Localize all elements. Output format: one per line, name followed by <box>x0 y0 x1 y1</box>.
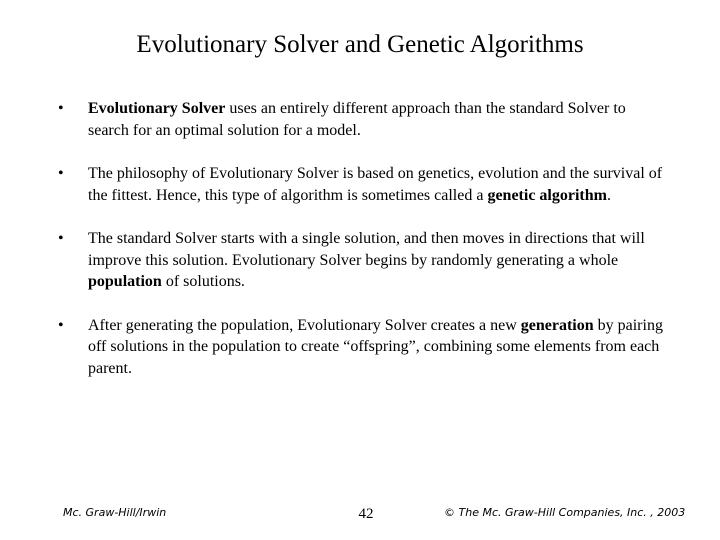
bullet-bold-term: genetic algorithm <box>487 186 607 204</box>
bullet-dot-icon: • <box>58 165 64 182</box>
bullet-bold-term: generation <box>520 316 594 334</box>
footer-publisher: Mc. Graw-Hill/Irwin <box>63 506 167 519</box>
bullet-item <box>58 98 668 141</box>
bullet-text-end: by pairing off solutions in the population to create “offspring”, combining some elements from each parent. <box>88 316 663 377</box>
bullet-text-end: . <box>606 186 611 204</box>
bullet-item <box>58 163 668 206</box>
bullet-text: After generating the population, Evolutionary Solver creates a new <box>88 316 521 334</box>
bullet-bold-term: Evolutionary Solver <box>88 100 226 117</box>
bullet-text: The standard Solver starts with a single solution, and then moves in directions that will improve this solution. Evolutionary Solver begins by randomly generating a whole <box>88 230 645 269</box>
bullet-text: uses an entirely different approach than the standard Solver to search for an optimal solution for a model. <box>88 100 626 139</box>
bullet-list <box>58 98 668 379</box>
slide-title: Evolutionary Solver and Genetic Algorithms <box>136 31 584 58</box>
bullet-item <box>58 228 668 293</box>
bullet-bold-term: population <box>88 273 162 290</box>
bullet-text: The philosophy of Evolutionary Solver is based on genetics, evolution and the survival of the fittest. Hence, this type of algorithm is sometimes called a <box>88 165 663 204</box>
page-number: 42 <box>358 506 374 522</box>
bullet-dot-icon: • <box>58 230 64 247</box>
bullet-dot-icon: • <box>58 100 64 117</box>
bullet-item <box>58 315 668 380</box>
bullet-dot-icon: • <box>58 316 64 334</box>
footer-copyright: © The Mc. Graw-Hill Companies, Inc. , 2003 <box>444 506 686 519</box>
bullet-text-end: of solutions. <box>161 273 245 290</box>
